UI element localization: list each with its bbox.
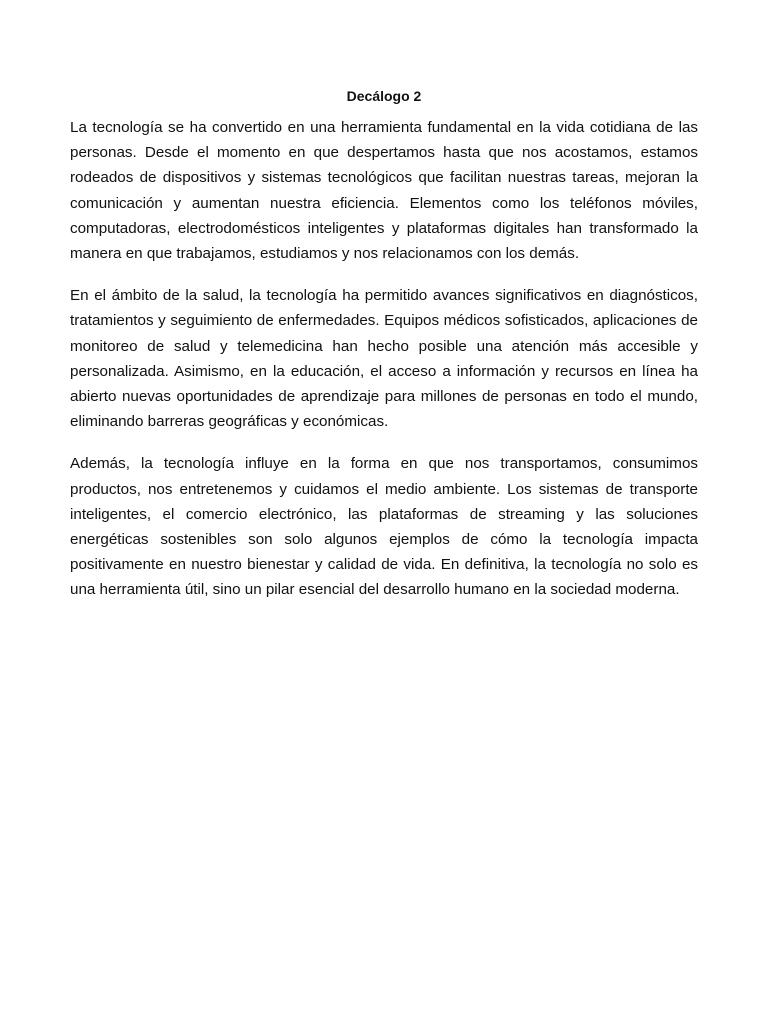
paragraph-3: Además, la tecnología influye en la forma en que nos transportamos, consumimos productos, nos entretenemos y cuidamos el medio ambiente. Los sistemas de transporte inteligentes, el comercio electrónico, las plataformas de streaming y las soluciones energéticas sostenibles son solo algunos ejemplos de cómo la tecnología impacta positivamente en nuestro bienestar y calidad de vida. En definitiva, la tecnología no solo es una herramienta útil, sino un pilar esencial del desarrollo humano en la sociedad moderna.	[70, 455, 698, 599]
document-body	[70, 86, 698, 620]
paragraph-1: La tecnología se ha convertido en una herramienta fundamental en la vida cotidiana de las personas. Desde el momento en que despertamos hasta que nos acostamos, estamos rodeados de dispositivos y sistemas tecnológicos que facilitan nuestras tareas, mejoran la comunicación y aumentan nuestra eficiencia. Elementos como los teléfonos móviles, computadoras, electrodomésticos inteligentes y plataformas digitales han transformado la manera en que trabajamos, estudiamos y nos relacionamos con los demás.	[70, 119, 698, 263]
document-title: Decálogo 2	[346, 88, 422, 104]
paragraph-2: En el ámbito de la salud, la tecnología ha permitido avances significativos en diagnósticos, tratamientos y seguimiento de enfermedades. Equipos médicos sofisticados, aplicaciones de monitoreo de salud y telemedicina han hecho posible una atención más accesible y personalizada. Asimismo, en la educación, el acceso a información y recursos en línea ha abierto nuevas oportunidades de aprendizaje para millones de personas en todo el mundo, eliminando barreras geográficas y económicas.	[70, 287, 698, 431]
